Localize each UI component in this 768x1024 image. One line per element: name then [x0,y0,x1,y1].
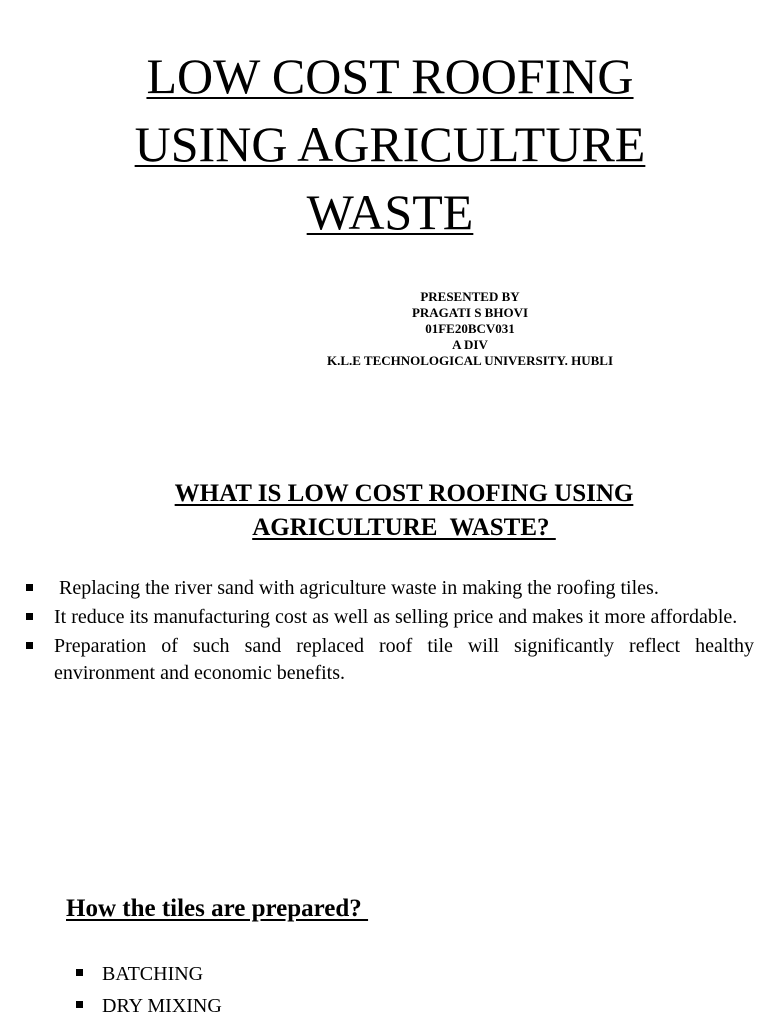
list-item [24,633,754,687]
presenter-name: PRAGATI S BHOVI [411,305,529,320]
process-step-list [76,958,222,1022]
list-item-text: It reduce its manufacturing cost as well as selling price and makes it more affordable. [54,606,738,628]
list-item-text: Preparation of such sand replaced roof tile will significantly reflect healthy environment and economic benefits. [54,635,754,684]
square-bullet-icon [76,1001,83,1008]
list-item [24,575,754,602]
presenter-label: PRESENTED BY [420,289,520,304]
presenter-id: 01FE20BCV031 [425,321,515,336]
list-item [24,604,754,631]
list-item [76,990,222,1022]
step-text: BATCHING [102,963,204,985]
section-heading [100,477,708,545]
presenter-division: A DIV [452,337,488,352]
section-heading-line-2: AGRICULTURE WASTE? [252,514,556,541]
section-heading-line-1: WHAT IS LOW COST ROOFING USING [174,480,634,507]
definition-bullet-list [24,575,754,689]
square-bullet-icon [26,613,33,620]
list-item [76,958,222,990]
process-heading [66,893,368,925]
process-heading-text: How the tiles are prepared? [66,895,369,922]
title-line-3: WASTE [306,184,474,240]
list-item-text: Replacing the river sand with agriculture waste in making the roofing tiles. [54,577,659,599]
presenter-block [320,289,620,369]
square-bullet-icon [26,642,33,649]
square-bullet-icon [76,969,83,976]
square-bullet-icon [26,584,33,591]
title-line-2: USING AGRICULTURE [134,116,646,172]
title-line-1: LOW COST ROOFING [146,48,634,104]
document-title [0,42,768,246]
presenter-university: K.L.E TECHNOLOGICAL UNIVERSITY. HUBLI [326,353,614,368]
step-text: DRY MIXING [102,995,222,1017]
